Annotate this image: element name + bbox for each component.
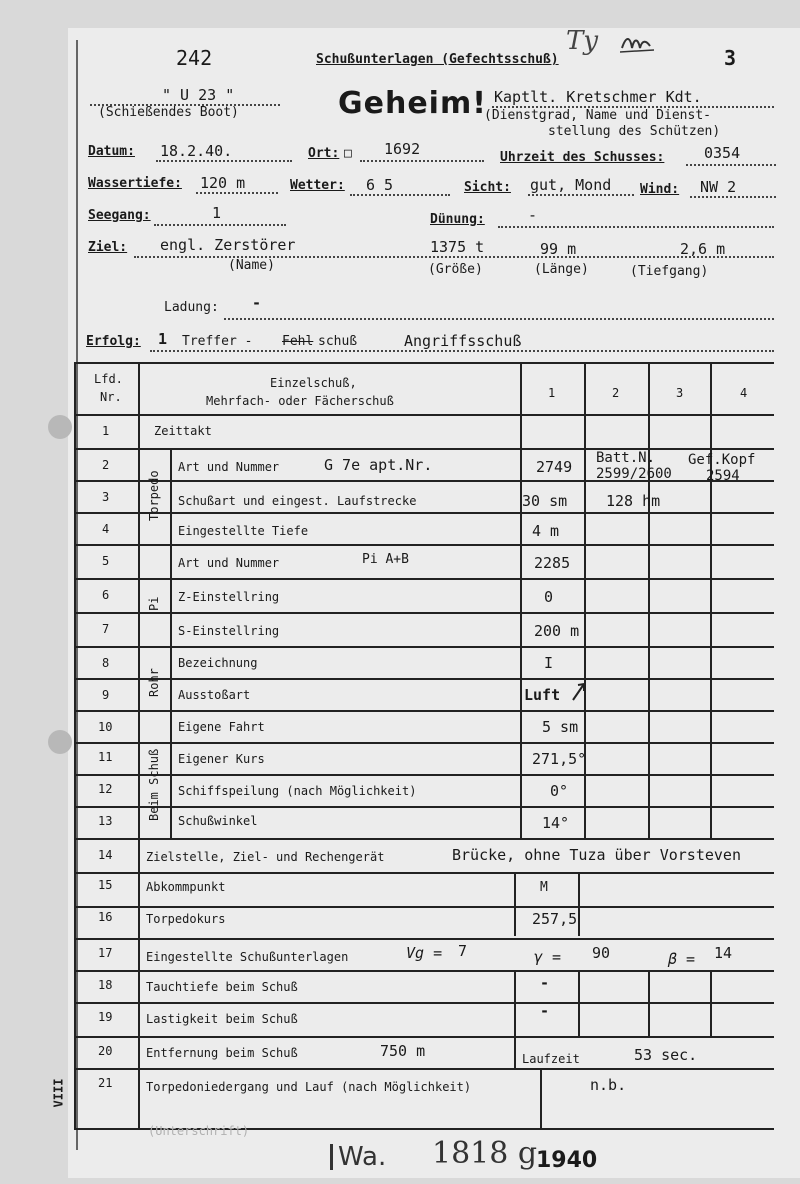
table-rule xyxy=(514,1036,516,1068)
boat-label: (Schießendes Boot) xyxy=(98,105,239,120)
col1-value: 200 m xyxy=(534,622,580,640)
col2-value: 2599/2600 xyxy=(596,466,672,482)
erfolg-label: Erfolg: xyxy=(86,334,141,349)
row-extra: 750 m xyxy=(380,1042,426,1060)
row-label: Zeittakt xyxy=(154,424,212,438)
fill-line xyxy=(528,194,634,196)
row-wide-value: n.b. xyxy=(590,1076,627,1094)
handwritten-arrow xyxy=(570,680,590,706)
row-label: Lastigkeit beim Schuß xyxy=(146,1012,298,1026)
erfolg-count: 1 xyxy=(158,330,168,348)
archive-stamp-bar xyxy=(330,1144,333,1170)
table-rule xyxy=(74,906,774,908)
col2-value: 128 hm xyxy=(606,492,661,510)
page-number-left: 242 xyxy=(176,46,213,70)
row-nr: 1 xyxy=(102,424,110,438)
handwritten-initials: Ty xyxy=(566,26,599,56)
fill-line xyxy=(498,226,774,228)
row-nr: 6 xyxy=(102,588,110,602)
row-extra: G 7e apt.Nr. xyxy=(324,456,433,474)
col1-value: - xyxy=(540,1002,550,1020)
seegang-label: Seegang: xyxy=(88,208,151,223)
row-nr: 21 xyxy=(98,1076,113,1090)
row-nr: 13 xyxy=(98,814,113,828)
punch-hole xyxy=(48,415,72,439)
vg-label: Vg = xyxy=(406,944,443,962)
table-rule xyxy=(74,1002,774,1004)
col1-value: 4 m xyxy=(532,522,560,540)
ort-label: Ort: xyxy=(308,146,340,161)
ladung-label: Ladung: xyxy=(164,300,219,315)
row-nr: 3 xyxy=(102,490,110,504)
group-pi: Pi xyxy=(147,596,161,611)
punch-hole xyxy=(48,730,72,754)
col-header-2: 2 xyxy=(612,386,620,400)
table-rule xyxy=(74,872,774,874)
groesse-label: (Größe) xyxy=(428,262,483,277)
handwritten-scribble xyxy=(620,34,654,54)
row-label: Art und Nummer xyxy=(178,556,280,570)
table-rule xyxy=(74,710,774,712)
datum-value: 18.2.40. xyxy=(160,142,233,160)
fill-line xyxy=(156,160,292,162)
fill-line xyxy=(150,350,774,352)
fill-line xyxy=(154,224,286,226)
row-label: Eigener Kurs xyxy=(178,752,265,766)
row-nr: 20 xyxy=(98,1044,113,1058)
col1-value: 2749 xyxy=(536,458,573,476)
table-rule xyxy=(710,970,712,1036)
ziel-label: Ziel: xyxy=(88,240,128,255)
erfolg-angriff: Angriffsschuß xyxy=(404,332,522,350)
table-rule xyxy=(514,872,516,936)
table-rule xyxy=(578,970,580,1036)
row-label: Schußwinkel xyxy=(178,814,258,828)
head-desc-1: Einzelschuß, xyxy=(270,376,357,390)
col-header-1: 1 xyxy=(548,386,556,400)
row-extra: Pi A+B xyxy=(362,552,409,567)
ort-value: 1692 xyxy=(384,140,421,158)
head-nr: Nr. xyxy=(100,390,122,404)
row-label: Eingestellte Tiefe xyxy=(178,524,309,538)
group-beim-schuss: Beim Schuß xyxy=(147,748,161,821)
row-nr: 4 xyxy=(102,522,110,536)
wetter-label: Wetter: xyxy=(290,178,345,193)
erfolg-fehlschuss: schuß xyxy=(318,334,358,349)
col1-value: I xyxy=(544,654,554,672)
wind-value: NW 2 xyxy=(700,178,737,196)
table-rule xyxy=(74,578,774,580)
table-rule xyxy=(74,362,774,364)
page-number-right: 3 xyxy=(724,46,737,70)
groesse-value: 1375 t xyxy=(430,238,485,256)
row-label: Torpedokurs xyxy=(146,912,226,926)
row-nr: 11 xyxy=(98,750,113,764)
table-rule xyxy=(648,970,650,1036)
col-header-4: 4 xyxy=(740,386,748,400)
laufzeit-value: 53 sec. xyxy=(634,1046,698,1064)
col1-value: 5 sm xyxy=(542,718,579,736)
table-rule xyxy=(74,678,774,680)
col1-value: 14° xyxy=(542,814,570,832)
col-header-3: 3 xyxy=(676,386,684,400)
row-nr: 7 xyxy=(102,622,110,636)
col1-value: 257,5 xyxy=(532,910,578,928)
table-rule xyxy=(138,362,140,1130)
row-label: Torpedoniedergang und Lauf (nach Möglichkeit) xyxy=(146,1080,472,1094)
tiefgang-label: (Tiefgang) xyxy=(630,264,709,279)
vg-value: 7 xyxy=(458,942,468,960)
row-nr: 14 xyxy=(98,848,113,862)
row-label: Art und Nummer xyxy=(178,460,280,474)
table-rule xyxy=(514,970,516,1036)
row-nr: 12 xyxy=(98,782,113,796)
seegang-value: 1 xyxy=(212,204,222,222)
col34-value: Gef.Kopf xyxy=(688,452,756,468)
form-title: Schußunterlagen (Gefechtsschuß) xyxy=(316,52,559,67)
ziel-value: engl. Zerstörer xyxy=(160,236,296,254)
wassertiefe-value: 120 m xyxy=(200,174,246,192)
table-rule xyxy=(74,544,774,546)
row-wide-value: Brücke, ohne Tuza über Vorsteven xyxy=(452,846,741,864)
laenge-value: 99 m xyxy=(540,240,577,258)
col1-value: Luft xyxy=(524,686,561,704)
boat-value: " U 23 " xyxy=(162,86,235,104)
side-mark: VIII xyxy=(51,1078,66,1108)
ort-grid-symbol: □ xyxy=(344,146,352,161)
archive-number: 1818 g xyxy=(432,1136,538,1171)
row-nr: 15 xyxy=(98,878,113,892)
archive-year: 1940 xyxy=(536,1148,598,1173)
table-rule xyxy=(74,612,774,614)
gamma-value: 90 xyxy=(592,944,611,962)
table-rule xyxy=(648,362,650,838)
laenge-label: (Länge) xyxy=(534,262,589,277)
row-nr: 17 xyxy=(98,946,113,960)
row-nr: 18 xyxy=(98,978,113,992)
row-label: Schiffspeilung (nach Möglichkeit) xyxy=(178,784,417,798)
table-rule xyxy=(710,362,712,838)
table-rule xyxy=(74,970,774,972)
col1-value: M xyxy=(540,880,548,895)
fill-line xyxy=(350,194,450,196)
row-label: Bezeichnung xyxy=(178,656,258,670)
wassertiefe-label: Wassertiefe: xyxy=(88,176,182,191)
archive-stamp-prefix: Wa. xyxy=(338,1142,387,1172)
row-label: Zielstelle, Ziel- und Rechengerät xyxy=(146,850,385,864)
gamma-label: γ = xyxy=(534,948,562,966)
row-nr: 10 xyxy=(98,720,113,734)
beta-value: 14 xyxy=(714,944,733,962)
faded-signature-label: (Unterschrift) xyxy=(148,1124,250,1138)
wetter-value: 6 5 xyxy=(366,176,394,194)
head-desc-2: Mehrfach- oder Fächerschuß xyxy=(206,394,394,408)
col1-value: 0 xyxy=(544,588,554,606)
row-label: Z-Einstellring xyxy=(178,590,280,604)
row-nr: 2 xyxy=(102,458,110,472)
col1-value: 2285 xyxy=(534,554,571,572)
table-rule xyxy=(170,448,172,838)
uhrzeit-label: Uhrzeit des Schusses: xyxy=(500,150,665,165)
row-nr: 16 xyxy=(98,910,113,924)
row-nr: 8 xyxy=(102,656,110,670)
row-label: Ausstoßart xyxy=(178,688,251,702)
ziel-name-label: (Name) xyxy=(228,258,275,273)
row-label: Eigene Fahrt xyxy=(178,720,265,734)
uhrzeit-value: 0354 xyxy=(704,144,741,162)
duenung-label: Dünung: xyxy=(430,212,485,227)
table-rule xyxy=(74,448,774,450)
table-rule xyxy=(540,1068,542,1128)
col1-value: 30 sm xyxy=(522,492,568,510)
table-rule xyxy=(74,806,774,808)
table-rule xyxy=(74,1036,774,1038)
row-label: Tauchtiefe beim Schuß xyxy=(146,980,298,994)
beta-label: β = xyxy=(668,950,696,968)
col1-value: - xyxy=(540,974,550,992)
fill-line xyxy=(360,160,484,162)
table-rule xyxy=(74,938,774,940)
row-label: S-Einstellring xyxy=(178,624,280,638)
fill-line xyxy=(686,164,776,166)
shot-data-table xyxy=(74,362,774,1130)
ladung-value: - xyxy=(252,294,262,312)
datum-label: Datum: xyxy=(88,144,135,159)
row-label: Eingestellte Schußunterlagen xyxy=(146,950,349,964)
table-rule xyxy=(520,362,522,838)
group-rohr: Rohr xyxy=(147,668,161,697)
row-nr: 19 xyxy=(98,1010,113,1024)
table-rule xyxy=(74,1068,774,1070)
col1-value: 271,5° xyxy=(532,750,587,768)
secret-stamp: Geheim! xyxy=(338,86,487,121)
table-rule xyxy=(74,362,76,1130)
fill-line xyxy=(196,192,278,194)
shooter-label-1: (Dienstgrad, Name und Dienst- xyxy=(484,108,711,123)
laufzeit-label: Laufzeit xyxy=(522,1052,580,1066)
sicht-label: Sicht: xyxy=(464,180,511,195)
row-label: Entfernung beim Schuß xyxy=(146,1046,298,1060)
table-rule xyxy=(74,646,774,648)
duenung-value: - xyxy=(528,206,538,224)
table-rule xyxy=(74,838,774,840)
table-rule xyxy=(74,414,774,416)
table-rule xyxy=(74,512,774,514)
table-rule xyxy=(74,774,774,776)
row-nr: 5 xyxy=(102,554,110,568)
col1-value: 0° xyxy=(550,782,569,800)
group-torpedo: Torpedo xyxy=(147,470,161,521)
head-lfd: Lfd. xyxy=(94,372,123,386)
table-rule xyxy=(578,872,580,936)
sicht-value: gut, Mond xyxy=(530,176,612,194)
fill-line xyxy=(690,196,776,198)
row-nr: 9 xyxy=(102,688,110,702)
shooter-value: Kaptlt. Kretschmer Kdt. xyxy=(494,88,702,106)
col2-value: Batt.N. xyxy=(596,450,656,466)
row-label: Abkommpunkt xyxy=(146,880,226,894)
erfolg-treffer: Treffer - xyxy=(182,334,253,349)
shooter-label-2: stellung des Schützen) xyxy=(548,124,721,139)
col34-value: 2594 xyxy=(706,468,740,484)
wind-label: Wind: xyxy=(640,182,680,197)
row-label: Schußart und eingest. Laufstrecke xyxy=(178,494,417,508)
erfolg-fehl-struck: Fehl xyxy=(282,334,314,349)
fill-line xyxy=(224,318,774,320)
table-rule xyxy=(74,742,774,744)
tiefgang-value: 2,6 m xyxy=(680,240,726,258)
